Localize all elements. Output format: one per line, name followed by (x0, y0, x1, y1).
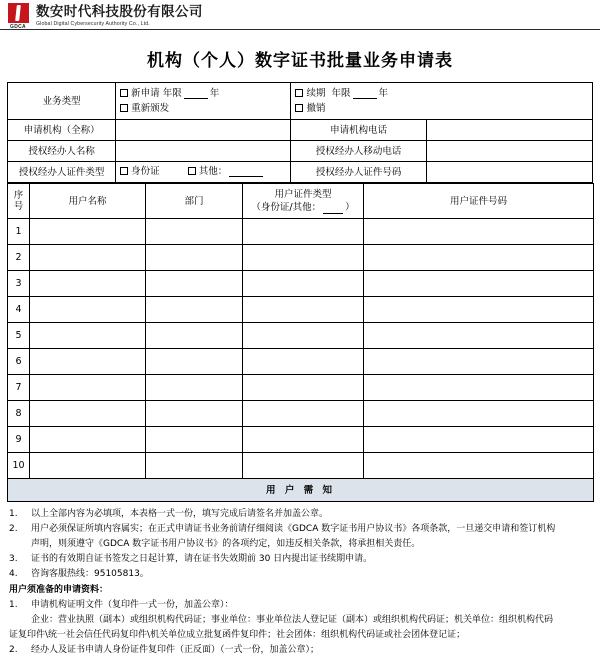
page-title: 机构（个人）数字证书批量业务申请表 (147, 51, 453, 71)
checkbox-reissue-icon[interactable] (120, 104, 128, 112)
row-index: 3 (8, 271, 30, 297)
notice-text: 以上全部内容为必填项，本表格一式一份，填写完成后请签名并加盖公章。 (31, 509, 329, 519)
row-cert-type-input[interactable] (243, 271, 364, 297)
row-cert-type-input[interactable] (243, 349, 364, 375)
organization-phone-label: 申请机构电话 (291, 120, 426, 141)
notice-item-continuation (9, 537, 591, 552)
column-header-index-line2: 号 (13, 201, 24, 212)
notice-number: 1. (9, 509, 18, 519)
material-text: 证复印件\统一社会信任代码复印件\机关单位成立批复函件复印件；社会团体：组织机构代码证或社会团体登记证； (9, 630, 466, 640)
header-divider (0, 29, 600, 30)
column-header-cert-no: 用户证件号码 (364, 184, 594, 219)
operator-mobile-label: 授权经办人移动电话 (291, 141, 426, 162)
column-header-user-name: 用户名称 (30, 184, 146, 219)
notice-item (9, 552, 591, 567)
option-new-application[interactable] (120, 86, 286, 101)
organization-name-label: 申请机构（全称） (8, 120, 116, 141)
page-header (0, 0, 600, 28)
row-cert-no-input[interactable] (364, 245, 594, 271)
row-department-input[interactable] (146, 453, 243, 479)
option-id-card-label: 身份证 (131, 166, 160, 178)
row-department-input[interactable] (146, 427, 243, 453)
materials-section-title: 用户须准备的申请资料： (9, 585, 109, 595)
column-header-cert-type-suffix: ） (345, 202, 355, 213)
notice-item (9, 567, 591, 582)
row-index: 1 (8, 219, 30, 245)
row-index: 10 (8, 453, 30, 479)
option-renewal-term-label: 年限 (331, 88, 351, 99)
column-header-cert-type-prefix: （身份证/其他： (251, 202, 322, 213)
material-text: 经办人及证书申请人身份证件复印件（正反面）（一式一份，加盖公章）； (31, 645, 320, 655)
row-user-name-input[interactable] (30, 297, 146, 323)
row-cert-no-input[interactable] (364, 219, 594, 245)
column-header-cert-type-line2 (247, 201, 359, 214)
business-type-options-right (291, 83, 593, 120)
row-cert-type-input[interactable] (243, 297, 364, 323)
notice-item (9, 522, 591, 537)
row-index: 7 (8, 375, 30, 401)
table-row (8, 453, 594, 479)
option-new-application-term-unit: 年 (209, 88, 220, 99)
material-item-detail-continuation (9, 628, 591, 643)
row-department-input[interactable] (146, 349, 243, 375)
notice-section (0, 502, 600, 658)
row-cert-no-input[interactable] (364, 453, 594, 479)
row-cert-no-input[interactable] (364, 297, 594, 323)
notice-text-hotline: 咨询客服热线：95105813。 (31, 569, 149, 579)
option-renewal-label: 续期 (306, 88, 326, 99)
operator-cert-no-input[interactable] (426, 162, 592, 183)
company-name-en: Global Digital Cybersecurity Authority Co., Ltd. (36, 21, 150, 27)
option-id-card[interactable] (120, 164, 160, 179)
material-item (9, 598, 591, 613)
column-header-index-line1: 序 (13, 190, 24, 201)
table-row (8, 245, 594, 271)
table-row (8, 297, 594, 323)
operator-cert-type-label: 授权经办人证件类型 (8, 162, 116, 183)
column-header-index (8, 184, 30, 219)
option-new-application-label: 新申请 (131, 88, 160, 99)
row-user-name-input[interactable] (30, 375, 146, 401)
row-cert-no-input[interactable] (364, 323, 594, 349)
company-name-block (36, 5, 203, 28)
row-cert-type-input[interactable] (243, 245, 364, 271)
option-other-cert[interactable] (188, 164, 266, 179)
row-user-name-input[interactable] (30, 245, 146, 271)
notice-item (9, 507, 591, 522)
row-department-input[interactable] (146, 375, 243, 401)
operator-name-input[interactable] (116, 141, 291, 162)
column-header-department: 部门 (146, 184, 243, 219)
row-department-input[interactable] (146, 297, 243, 323)
notice-text: 用户必须保证所填内容属实；在正式申请证书业务前请仔细阅读《GDCA 数字证书用户协议书》各项条款，一旦递交申请和签订机构 (31, 524, 556, 534)
row-index: 2 (8, 245, 30, 271)
other-cert-type-input[interactable] (229, 166, 263, 177)
notice-number: 3. (9, 554, 18, 564)
row-user-name-input[interactable] (30, 271, 146, 297)
organization-row (8, 120, 593, 141)
checkbox-revoke-icon[interactable] (295, 104, 303, 112)
material-text: 申请机构证明文件（复印件一式一份，加盖公章）： (31, 600, 234, 610)
table-row (8, 427, 594, 453)
row-index: 5 (8, 323, 30, 349)
option-revoke-label: 撤销 (306, 103, 326, 114)
table-row (8, 323, 594, 349)
row-cert-type-input[interactable] (243, 219, 364, 245)
logo-square-icon (8, 3, 29, 23)
new-application-term-input[interactable] (184, 88, 208, 99)
operator-cert-row (8, 162, 593, 183)
material-number: 1. (9, 600, 18, 610)
user-notice-band-title: 用 户 需 知 (8, 479, 594, 502)
row-user-name-input[interactable] (30, 427, 146, 453)
logo-abbreviation: GDCA (10, 23, 26, 30)
row-cert-type-input[interactable] (243, 323, 364, 349)
material-number: 2. (9, 645, 18, 655)
row-user-name-input[interactable] (30, 453, 146, 479)
table-row (8, 219, 594, 245)
form-tables-wrapper (0, 82, 600, 502)
applicant-info-table (7, 82, 593, 183)
operator-cert-no-label: 授权经办人证件号码 (291, 162, 426, 183)
user-list-table (7, 183, 594, 502)
row-user-name-input[interactable] (30, 219, 146, 245)
row-index: 8 (8, 401, 30, 427)
row-department-input[interactable] (146, 401, 243, 427)
table-row (8, 349, 594, 375)
checkbox-other-cert-icon[interactable] (188, 167, 196, 175)
row-cert-no-input[interactable] (364, 401, 594, 427)
row-department-input[interactable] (146, 245, 243, 271)
checkbox-id-card-icon[interactable] (120, 167, 128, 175)
row-cert-type-input[interactable] (243, 401, 364, 427)
row-cert-no-input[interactable] (364, 349, 594, 375)
checkbox-renewal-icon[interactable] (295, 89, 303, 97)
material-text: 企业：营业执照（副本）或组织机构代码证；事业单位：事业单位法人登记证（副本）或组织机构代码证；机关单位：组织机构代码 (31, 615, 554, 625)
row-user-name-input[interactable] (30, 401, 146, 427)
business-type-options-left (116, 83, 291, 120)
notice-number: 2. (9, 524, 18, 534)
business-type-row (8, 83, 593, 120)
notice-number: 4. (9, 569, 18, 579)
material-item (9, 643, 591, 658)
operator-name-label: 授权经办人名称 (8, 141, 116, 162)
company-name-cn: 数安时代科技股份有限公司 (36, 4, 203, 20)
operator-mobile-input[interactable] (426, 141, 592, 162)
row-index: 6 (8, 349, 30, 375)
option-reissue-label: 重新颁发 (131, 103, 170, 114)
option-revoke[interactable] (295, 101, 588, 116)
table-row (8, 271, 594, 297)
row-department-input[interactable] (146, 219, 243, 245)
row-cert-no-input[interactable] (364, 375, 594, 401)
renewal-term-input[interactable] (353, 88, 377, 99)
organization-phone-input[interactable] (426, 120, 592, 141)
checkbox-new-application-icon[interactable] (120, 89, 128, 97)
option-renewal-term-unit: 年 (378, 88, 389, 99)
row-index: 9 (8, 427, 30, 453)
notice-text: 证书的有效期自证书签发之日起计算，请在证书失效期前 30 日内提出证书续期申请。 (31, 554, 373, 564)
option-renewal[interactable] (295, 86, 588, 101)
column-header-cert-type (243, 184, 364, 219)
row-cert-type-input[interactable] (243, 375, 364, 401)
row-cert-no-input[interactable] (364, 271, 594, 297)
operator-cert-type-options (116, 162, 291, 183)
row-user-name-input[interactable] (30, 323, 146, 349)
table-row (8, 375, 594, 401)
column-header-cert-type-line1: 用户证件类型 (274, 189, 332, 200)
table-row (8, 401, 594, 427)
option-reissue[interactable] (120, 101, 286, 116)
row-index: 4 (8, 297, 30, 323)
row-cert-type-input[interactable] (243, 427, 364, 453)
notice-text: 声明，则须遵守《GDCA 数字证书用户协议书》的各项约定，如违反相关条款，将承担相关责任。 (31, 539, 421, 549)
organization-name-input[interactable] (116, 120, 291, 141)
row-department-input[interactable] (146, 271, 243, 297)
business-type-label: 业务类型 (8, 83, 116, 120)
user-list-header-row (8, 184, 594, 219)
cert-type-other-blank[interactable] (323, 203, 343, 214)
row-cert-no-input[interactable] (364, 427, 594, 453)
gdca-logo-icon (7, 3, 29, 31)
row-user-name-input[interactable] (30, 349, 146, 375)
option-new-application-term-label: 年限 (162, 88, 182, 99)
row-cert-type-input[interactable] (243, 453, 364, 479)
option-other-cert-label: 其他： (198, 166, 228, 178)
row-department-input[interactable] (146, 323, 243, 349)
operator-row (8, 141, 593, 162)
user-notice-band-row (8, 479, 594, 502)
